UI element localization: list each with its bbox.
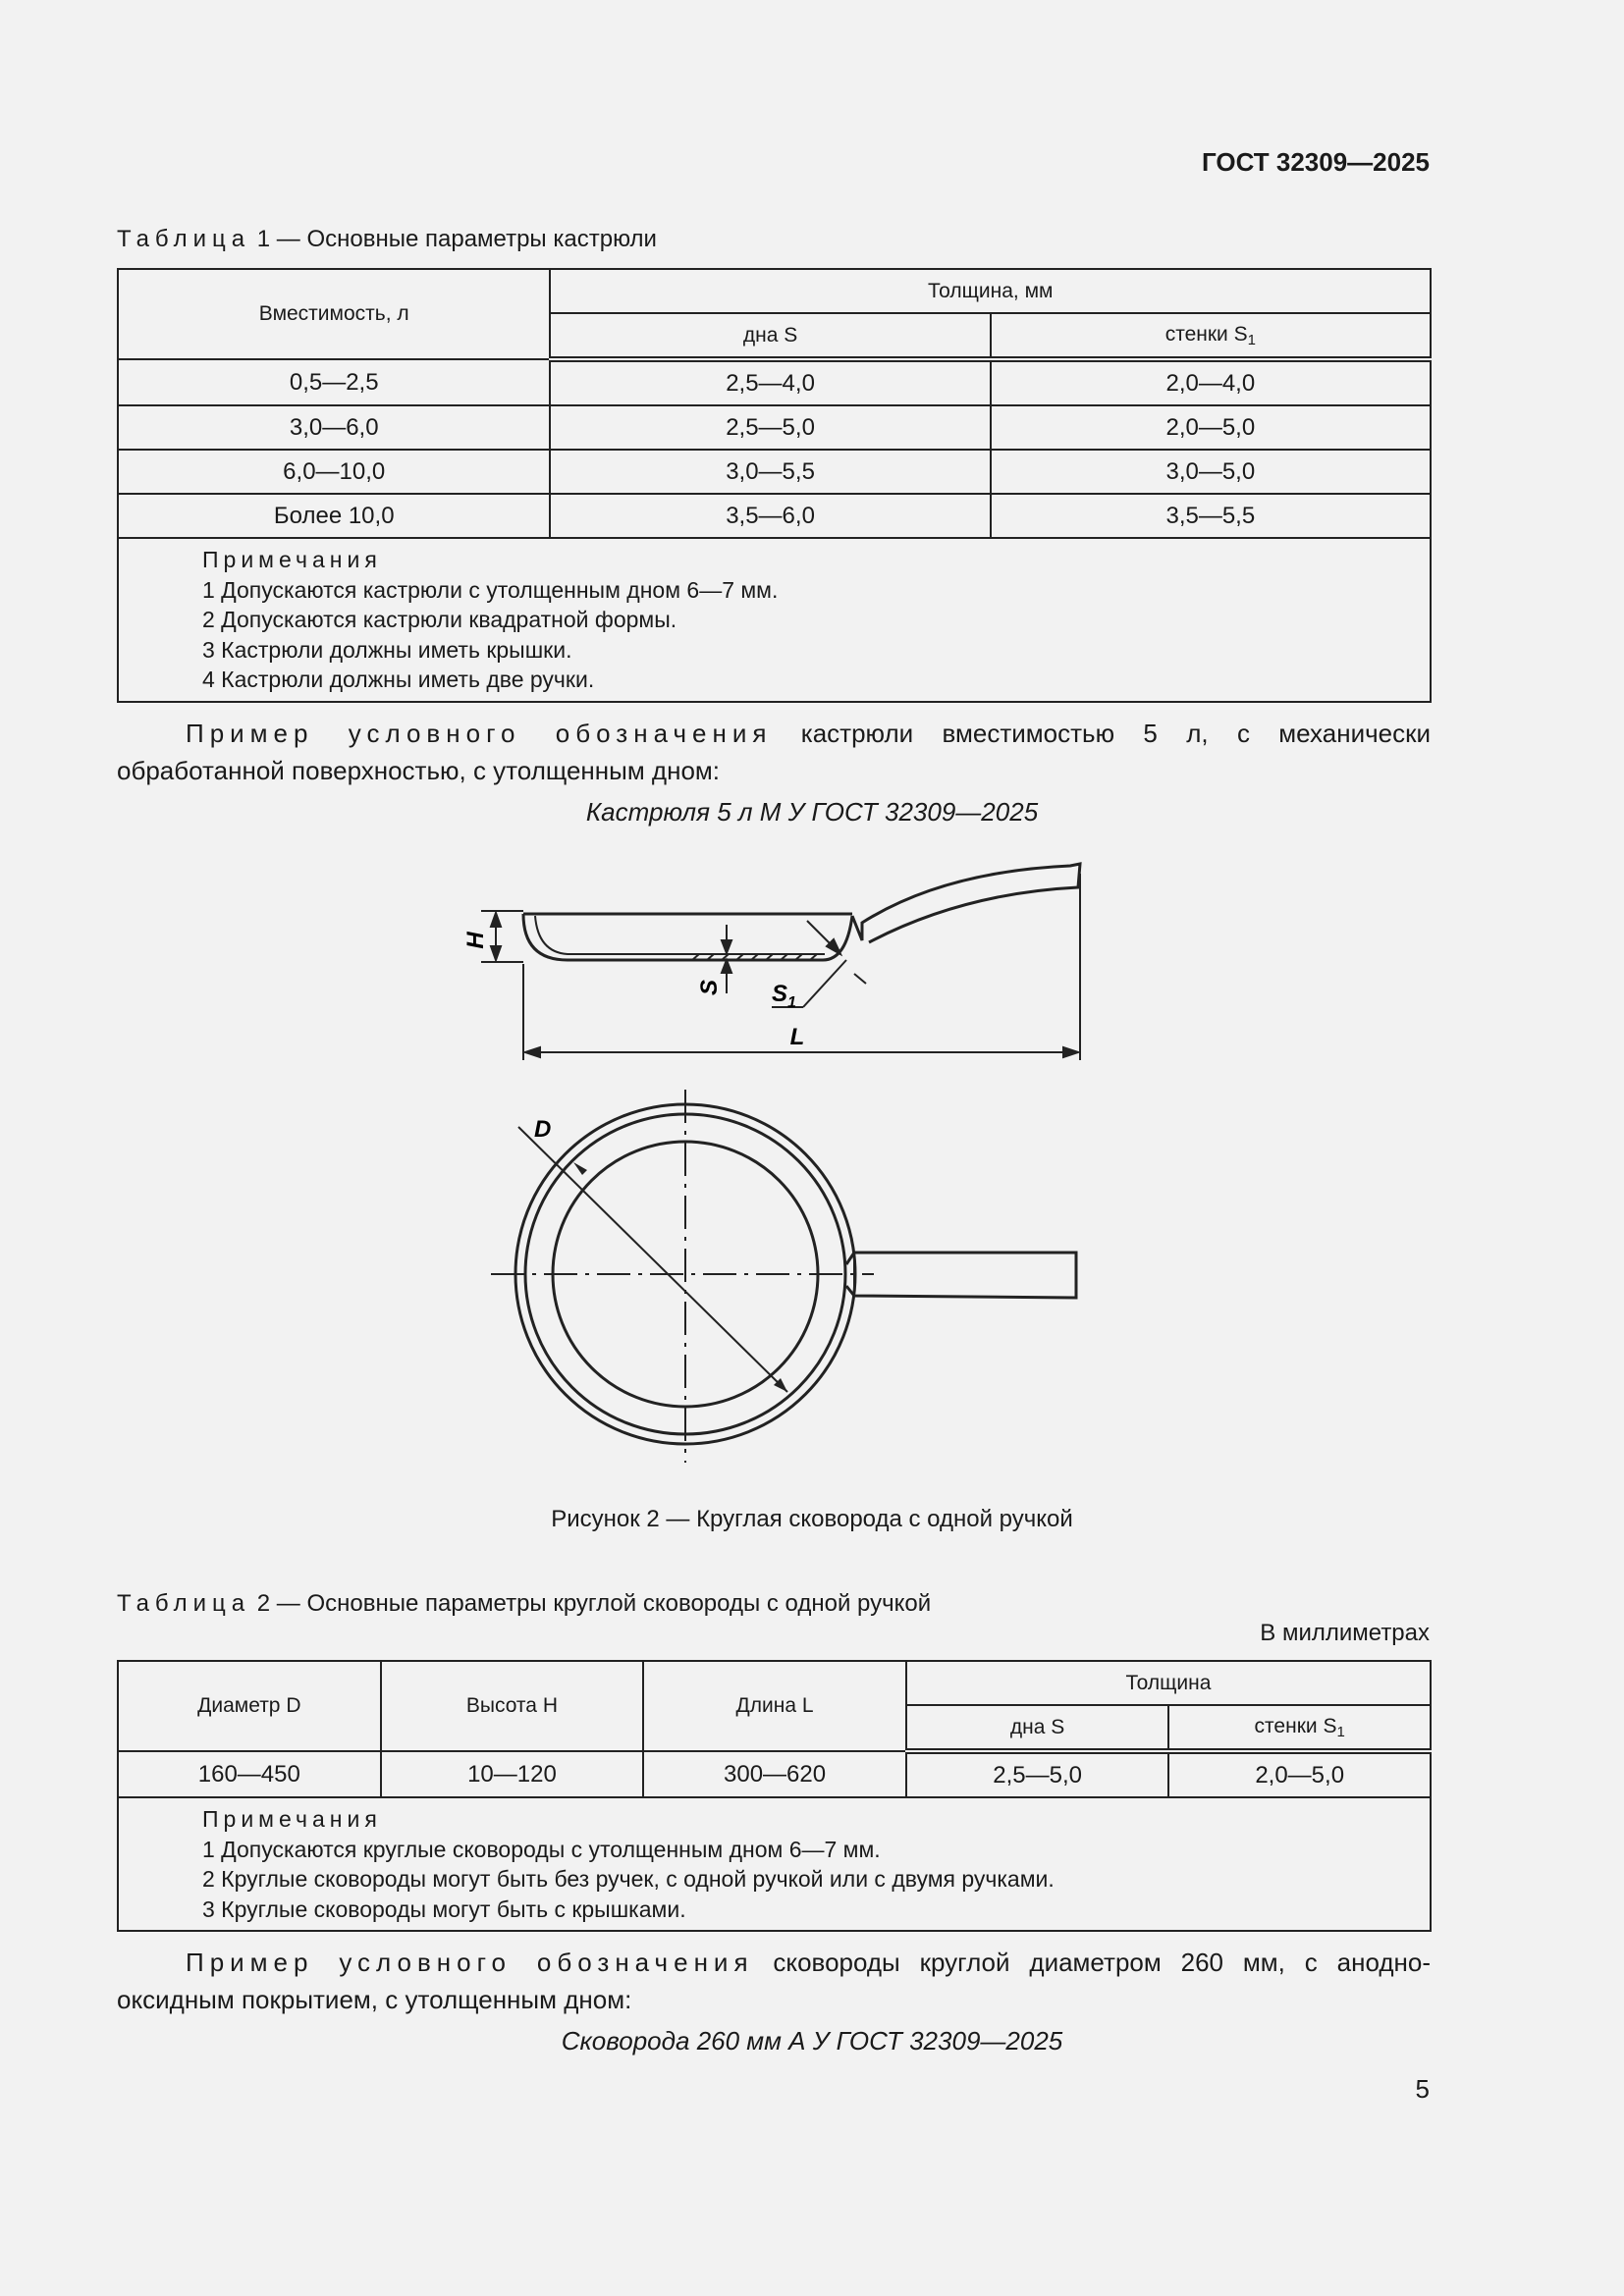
table1-header-capacity: Вместимость, л xyxy=(118,269,550,359)
pan-handle-top xyxy=(846,1253,1076,1298)
table-row xyxy=(118,405,1431,450)
example2-text: сковороды круглой диаметром 260 мм, с анодно-оксидным покрытием, с утолщенным дном: xyxy=(117,1948,1431,2014)
example2-lead: Пример условного обозначения xyxy=(186,1948,754,1977)
table2-header-height: Высота H xyxy=(381,1661,644,1751)
example1-text: кастрюли вместимостью 5 л, с механически обработанной поверхностью, с утолщенным дном: xyxy=(117,719,1432,785)
frying-pan-top-view xyxy=(0,1080,1624,1492)
s1-label xyxy=(772,981,796,1011)
table2-header-thickness: Толщина xyxy=(906,1661,1431,1705)
table-cell: 2,0—5,0 xyxy=(991,405,1431,450)
note-item: 1 Допускаются кастрюли с утолщенным дном 6—7 мм. xyxy=(202,576,779,603)
table2-header-wall-subscript: 1 xyxy=(1336,1723,1345,1740)
table1 xyxy=(117,268,1432,703)
table-cell: 160—450 xyxy=(118,1751,381,1797)
table2-caption-text: 2 — Основные параметры круглой сковороды с одной ручкой xyxy=(256,1590,932,1617)
s1-label-subscript: 1 xyxy=(787,994,796,1011)
arrow-icon xyxy=(722,940,731,953)
table2-header-bottom: дна S xyxy=(906,1705,1169,1751)
document-header: ГОСТ 32309—2025 xyxy=(1202,147,1430,177)
table1-notes-heading: Примечания xyxy=(202,547,382,572)
table1-header-thickness: Толщина, мм xyxy=(550,269,1431,313)
s-label: S xyxy=(696,979,723,996)
table1-notes xyxy=(118,538,1431,702)
table-cell: 6,0—10,0 xyxy=(118,450,550,494)
figure-caption: Рисунок 2 — Круглая сковорода с одной ручкой xyxy=(551,1506,1073,1532)
s1-leader-line xyxy=(854,974,866,984)
example2-paragraph xyxy=(117,1944,1431,2018)
table1-header-wall-text: стенки S xyxy=(1164,322,1248,346)
table1-header-wall-subscript: 1 xyxy=(1247,331,1256,348)
table-cell: 3,0—5,0 xyxy=(991,450,1431,494)
table2-caption-word: Таблица xyxy=(117,1590,251,1617)
arrow-icon xyxy=(573,1162,587,1175)
page-number: 5 xyxy=(1415,2074,1430,2104)
table-row xyxy=(118,1751,1431,1797)
note-item: 4 Кастрюли должны иметь две ручки. xyxy=(202,667,595,692)
note-item: 3 Кастрюли должны иметь крышки. xyxy=(202,636,572,663)
table2-notes-heading: Примечания xyxy=(202,1806,382,1832)
table2-header-diameter: Диаметр D xyxy=(118,1661,381,1751)
table2-header-wall xyxy=(1168,1705,1431,1751)
table2 xyxy=(117,1660,1432,1932)
table1-caption-word: Таблица xyxy=(117,226,251,252)
l-label: L xyxy=(789,1024,805,1050)
table1-caption-text: 1 — Основные параметры кастрюли xyxy=(256,226,657,252)
s1-label-text: S xyxy=(772,981,788,1007)
arrow-icon xyxy=(1063,1047,1078,1057)
table-cell: 300—620 xyxy=(643,1751,906,1797)
note-item: 2 Допускаются кастрюли квадратной формы. xyxy=(202,607,677,632)
table-cell: 3,0—5,5 xyxy=(550,450,990,494)
table-cell: Более 10,0 xyxy=(118,494,550,538)
table-cell: 2,5—4,0 xyxy=(550,359,990,405)
pan-body-outline xyxy=(523,914,852,960)
example1-lead: Пример условного обозначения xyxy=(186,719,773,748)
table-cell: 3,5—5,5 xyxy=(991,494,1431,538)
example1-designation: Кастрюля 5 л М У ГОСТ 32309—2025 xyxy=(585,797,1039,827)
table-row xyxy=(118,359,1431,405)
table2-units: В миллиметрах xyxy=(1260,1620,1430,1646)
s1-leader-line xyxy=(803,960,846,1007)
d-label: D xyxy=(534,1116,552,1143)
arrow-icon xyxy=(491,913,501,927)
table2-caption xyxy=(117,1590,931,1618)
pan-handle xyxy=(852,864,1080,942)
frying-pan-side-view xyxy=(0,844,1624,1070)
note-item: 2 Круглые сковороды могут быть без ручек, с одной ручкой или с двумя ручками. xyxy=(202,1866,1055,1892)
table-cell: 10—120 xyxy=(381,1751,644,1797)
arrow-icon xyxy=(491,946,501,960)
table-row xyxy=(118,450,1431,494)
pan-inner-line xyxy=(535,916,687,954)
table2-notes xyxy=(118,1797,1431,1931)
table2-header-wall-text: стенки S xyxy=(1254,1714,1337,1737)
arrow-icon xyxy=(525,1047,540,1057)
note-item: 3 Круглые сковороды могут быть с крышками. xyxy=(202,1896,686,1922)
table-row xyxy=(118,494,1431,538)
h-label: H xyxy=(462,932,489,949)
table1-header-bottom-text: дна S xyxy=(742,323,798,347)
table1-header-bottom xyxy=(550,313,990,359)
example2-designation: Сковорода 260 мм А У ГОСТ 32309—2025 xyxy=(561,2026,1063,2056)
table1-header-wall xyxy=(991,313,1431,359)
table-cell: 3,5—6,0 xyxy=(550,494,990,538)
table-cell: 0,5—2,5 xyxy=(118,359,550,405)
table-cell: 2,5—5,0 xyxy=(906,1751,1169,1797)
example1-paragraph xyxy=(117,715,1431,789)
arrow-icon xyxy=(722,960,731,973)
note-item: 1 Допускаются круглые сковороды с утолщенным дном 6—7 мм. xyxy=(202,1836,881,1862)
table-cell: 3,0—6,0 xyxy=(118,405,550,450)
table-cell: 2,0—4,0 xyxy=(991,359,1431,405)
table1-caption xyxy=(117,226,657,253)
diameter-dimension-line xyxy=(518,1127,787,1392)
table-cell: 2,5—5,0 xyxy=(550,405,990,450)
table-cell: 2,0—5,0 xyxy=(1168,1751,1431,1797)
table2-header-length: Длина L xyxy=(643,1661,906,1751)
